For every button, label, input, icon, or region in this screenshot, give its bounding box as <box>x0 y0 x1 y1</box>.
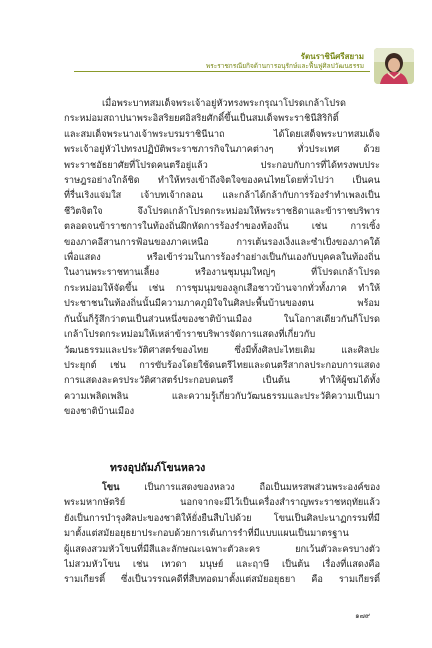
paragraph-1-line: กระหม่อมให้จัดขึ้น เช่น การชุมนุมของลูกเสือชาวบ้านจากทั่วทั้งภาค ทำให้ <box>64 282 380 294</box>
paragraph-1-line: ในงานพระราชทานเลี้ยง หรืองานชุมนุมใหญ่ๆ ที่โปรดเกล้าโปรด <box>64 267 380 279</box>
paragraph-1-line: ของชาติบ้านเมือง <box>64 406 135 418</box>
page-header <box>0 44 432 86</box>
paragraph-1-line: เพื่อแสดง หรือเข้าร่วมในการร้องรำอย่างเป็นกันเองกับบุคคลในท้องถิ่น <box>64 252 380 264</box>
paragraph-2-line: รามเกียรติ์ ซึ่งเป็นวรรณคดีที่สืบทอดมาตั้งแต่สมัยอยุธยา คือ รามเกียรติ์ <box>64 574 380 586</box>
section-heading: ทรงอุปถัมภ์โขนหลวง <box>110 462 206 474</box>
header-divider <box>74 71 370 72</box>
portrait-photo <box>374 48 414 84</box>
paragraph-2-first-line <box>64 480 380 495</box>
paragraph-2-line: ยังเป็นการบำรุงศิลปะของชาติให้ยั่งยืนสืบไปด้วย โขนเป็นศิลปะนาฏกรรมที่มี <box>64 512 380 524</box>
header-subtitle: พระราชกรณียกิจด้านการอนุรักษ์และฟื้นฟูศิลปวัฒนธรรม <box>205 62 364 70</box>
paragraph-1-line: ชีวิตจิตใจ จึงโปรดเกล้าโปรดกระหม่อมให้พระราชธิดาและข้าราชบริพาร <box>64 205 380 217</box>
paragraph-1-line: เกล้าโปรดกระหม่อมให้เหล่าข้าราชบริพารจัดการแสดงที่เกี่ยวกับ <box>64 329 316 341</box>
paragraph-2-lead-word: โขน <box>102 482 120 493</box>
page-number: ๑๗๙ <box>355 612 370 620</box>
paragraph-1-line: ประชาชนในท้องถิ่นนั้นมีความภาคภูมิใจในศิลปะพื้นบ้านของตน พร้อม <box>64 298 380 310</box>
paragraph-1-line: กันนั้นก็รู้สึกว่าตนเป็นส่วนหนึ่งของชาติบ้านเมือง ในโอกาสเดียวกันก็โปรด <box>64 313 380 325</box>
paragraph-1-line: กระหม่อมสถาปนาพระอิสริยยศอิสริยศักดิ์ขึ้นเป็นสมเด็จพระราชินีสิริกิติ์ <box>64 113 339 125</box>
paragraph-2-line: พระมหากษัตริย์ นอกจากจะมีไว้เป็นเครื่องสำราญพระราชหฤทัยแล้ว <box>64 497 380 509</box>
paragraph-1-line: การแสดงละครประวัติศาสตร์ประกอบดนตรี เป็นต้น ทำให้ผู้ชมได้ทั้ง <box>64 375 380 387</box>
paragraph-2-line: ไม่สวมหัวโขน เช่น เทวดา มนุษย์ และฤาษี เป็นต้น เรื่องที่แสดงคือ <box>64 559 380 571</box>
paragraph-2-line: มาตั้งแต่สมัยอยุธยาประกอบด้วยการเต้นการรำที่มีแบบแผนเป็นมาตรฐาน <box>64 528 349 540</box>
paragraph-1-line: ของภาคอีสานการฟ้อนของภาคเหนือ การเต้นรองเง็งและซำเป็งของภาคใต้ <box>64 236 380 248</box>
paragraph-2 <box>64 480 380 588</box>
paragraph-2-line: เป็นการแสดงของหลวง ถือเป็นมหรสพส่วนพระองค์ของ <box>119 482 380 493</box>
paragraph-1-line: พระเจ้าอยู่หัวไปทรงปฏิบัติพระราชภารกิจในภาคต่างๆ ทั่วประเทศ ด้วย <box>64 144 380 156</box>
paragraph-1-line: ราษฎรอย่างใกล้ชิด ทำให้ทรงเข้าถึงจิตใจของคนไทยโดยทั่วไปว่า เป็นคน <box>64 175 380 187</box>
paragraph-1-line: วัฒนธรรมและประวัติศาสตร์ของไทย ซึ่งมีทั้งศิลปะไทยเดิม และศิลปะ <box>64 344 380 356</box>
paragraph-1-line: ที่รื่นเริงแจ่มใส เจ้าบทเจ้ากลอน และกล้าได้กล้ากับการร้องรำทำเพลงเป็น <box>64 190 380 202</box>
paragraph-1-line: ประยุกต์ เช่น การขับร้องโดยใช้ดนตรีไทยและดนตรีสากลประกอบการแสดง <box>64 359 380 371</box>
paragraph-2-line: ผู้แสดงสวมหัวโขนที่มีสีและลักษณะเฉพาะตัวละคร ยกเว้นตัวละครบางตัว <box>64 543 380 555</box>
paragraph-1-line: เมื่อพระบาทสมเด็จพระเจ้าอยู่หัวทรงพระกรุณาโปรดเกล้าโปรด <box>102 98 346 109</box>
paragraph-1 <box>64 96 380 420</box>
paragraph-1-line: พระราชอัธยาศัยที่โปรดคนตรีอยู่แล้ว ประกอบกับการที่ได้ทรงพบประ <box>64 159 380 171</box>
paragraph-1-line: และสมเด็จพระนางเจ้าพระบรมราชินีนาถ ได้โดยเสด็จพระบาทสมเด็จ <box>64 128 380 140</box>
paragraph-1-line: ความเพลิดเพลิน และความรู้เกี่ยวกับวัฒนธรรมและประวัติความเป็นมา <box>64 390 380 402</box>
header-title: รัตนราชินีศรีสยาม <box>300 52 364 61</box>
paragraph-1-line: ตลอดจนข้าราชการในท้องถิ่นฝึกหัดการร้องรำของท้องถิ่น เช่น การเซิ้ง <box>64 221 380 233</box>
